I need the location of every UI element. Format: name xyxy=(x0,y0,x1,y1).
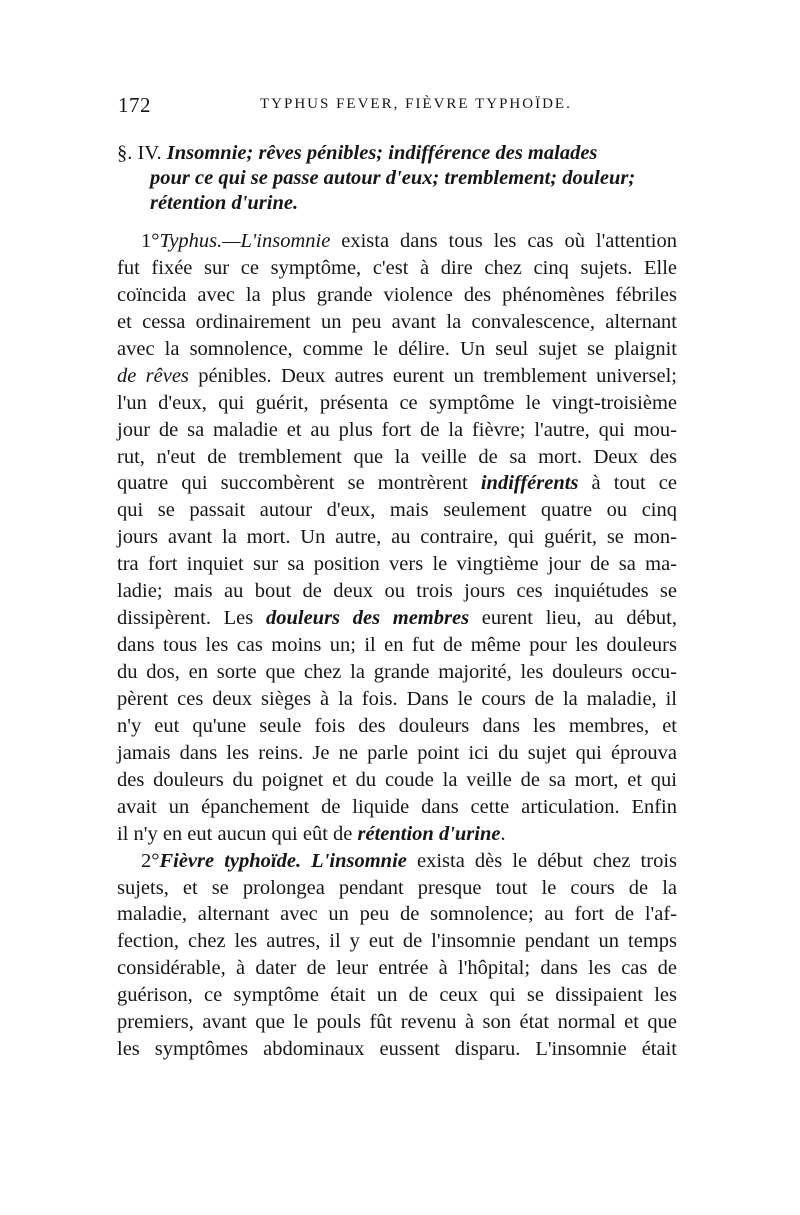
paragraph-1-line: l'un d'eux, qui guérit, présenta ce symptôme le vingt-troisième xyxy=(117,391,677,414)
paragraph-1-line: avec la somnolence, comme le délire. Un seul sujet se plaignit xyxy=(117,337,677,360)
paragraph-1-line: dissipèrent. Les douleurs des membres eurent lieu, au début, xyxy=(117,607,677,630)
paragraph-2-line: fection, chez les autres, il y eut de l'insomnie pendant un temps xyxy=(117,930,677,953)
heading-line-2: pour ce qui se passe autour d'eux; tremblement; douleur; xyxy=(150,167,636,189)
section-heading xyxy=(117,141,682,216)
paragraph-1-line: jamais dans les reins. Je ne parle point ici du sujet qui éprouva xyxy=(117,741,677,764)
paragraph-2-line: considérable, à dater de leur entrée à l'hôpital; dans les cas de xyxy=(117,957,677,980)
paragraph-1-line: qui se passait autour d'eux, mais seulement quatre ou cinq xyxy=(117,499,677,522)
paragraph-2-line: guérison, ce symptôme était un de ceux qui se dissipaient les xyxy=(117,984,677,1007)
paragraph-1-line: rut, n'eut de tremblement que la veille de sa mort. Deux des xyxy=(117,445,677,468)
paragraph-1-line: jours avant la mort. Un autre, au contraire, qui guérit, se mon- xyxy=(117,526,677,549)
paragraph-1-line: et cessa ordinairement un peu avant la convalescence, alternant xyxy=(117,310,677,333)
paragraph-2-line: 2°Fièvre typhoïde. L'insomnie exista dès le début chez trois xyxy=(141,849,677,872)
paragraph-2-line: les symptômes abdominaux eussent disparu. L'insomnie était xyxy=(117,1038,677,1061)
paragraph-1-line: coïncida avec la plus grande violence des phénomènes fébriles xyxy=(117,283,677,306)
paragraph-1-line: des douleurs du poignet et du coude la veille de sa mort, et qui xyxy=(117,768,677,791)
paragraph-2-line: maladie, alternant avec un peu de somnolence; au fort de l'af- xyxy=(117,903,677,926)
paragraph-1-line: tra fort inquiet sur sa position vers le vingtième jour de sa ma- xyxy=(117,553,677,576)
body-text xyxy=(117,228,677,1063)
paragraph-2-line: premiers, avant que le pouls fût revenu à son état normal et que xyxy=(117,1011,677,1034)
heading-line-3: rétention d'urine. xyxy=(150,192,299,214)
page-number: 172 xyxy=(118,93,151,117)
paragraph-2-line: sujets, et se prolongea pendant presque tout le cours de la xyxy=(117,876,677,899)
paragraph-1-line: ladie; mais au bout de deux ou trois jours ces inquiétudes se xyxy=(117,580,677,603)
paragraph-1-line: dans tous les cas moins un; il en fut de même pour les douleurs xyxy=(117,634,677,657)
heading-line-1: §. IV. Insomnie; rêves pénibles; indifférence des malades xyxy=(117,142,598,164)
paragraph-1-line: quatre qui succombèrent se montrèrent indifférents à tout ce xyxy=(117,472,677,495)
paragraph-1-line: jour de sa maladie et au plus fort de la fièvre; l'autre, qui mou- xyxy=(117,418,677,441)
page-header xyxy=(118,93,678,123)
paragraph-1-line: fut fixée sur ce symptôme, c'est à dire chez cinq sujets. Elle xyxy=(117,256,677,279)
paragraph-1-line: pèrent ces deux sièges à la fois. Dans le cours de la maladie, il xyxy=(117,687,677,710)
running-title: TYPHUS FEVER, FIÈVRE TYPHOÏDE. xyxy=(260,96,572,112)
paragraph-1-line: du dos, en sorte que chez la grande majorité, les douleurs occu- xyxy=(117,661,677,683)
paragraph-1-line: de rêves pénibles. Deux autres eurent un tremblement universel; xyxy=(117,364,677,387)
paragraph-1-line: il n'y en eut aucun qui eût de rétention d'urine. xyxy=(117,822,506,845)
paragraph-1-line: n'y eut qu'une seule fois des douleurs dans les membres, et xyxy=(117,714,677,737)
paragraph-1-line: avait un épanchement de liquide dans cette articulation. Enfin xyxy=(117,795,677,818)
paragraph-1-line: 1°Typhus.—L'insomnie exista dans tous les cas où l'attention xyxy=(141,230,677,252)
